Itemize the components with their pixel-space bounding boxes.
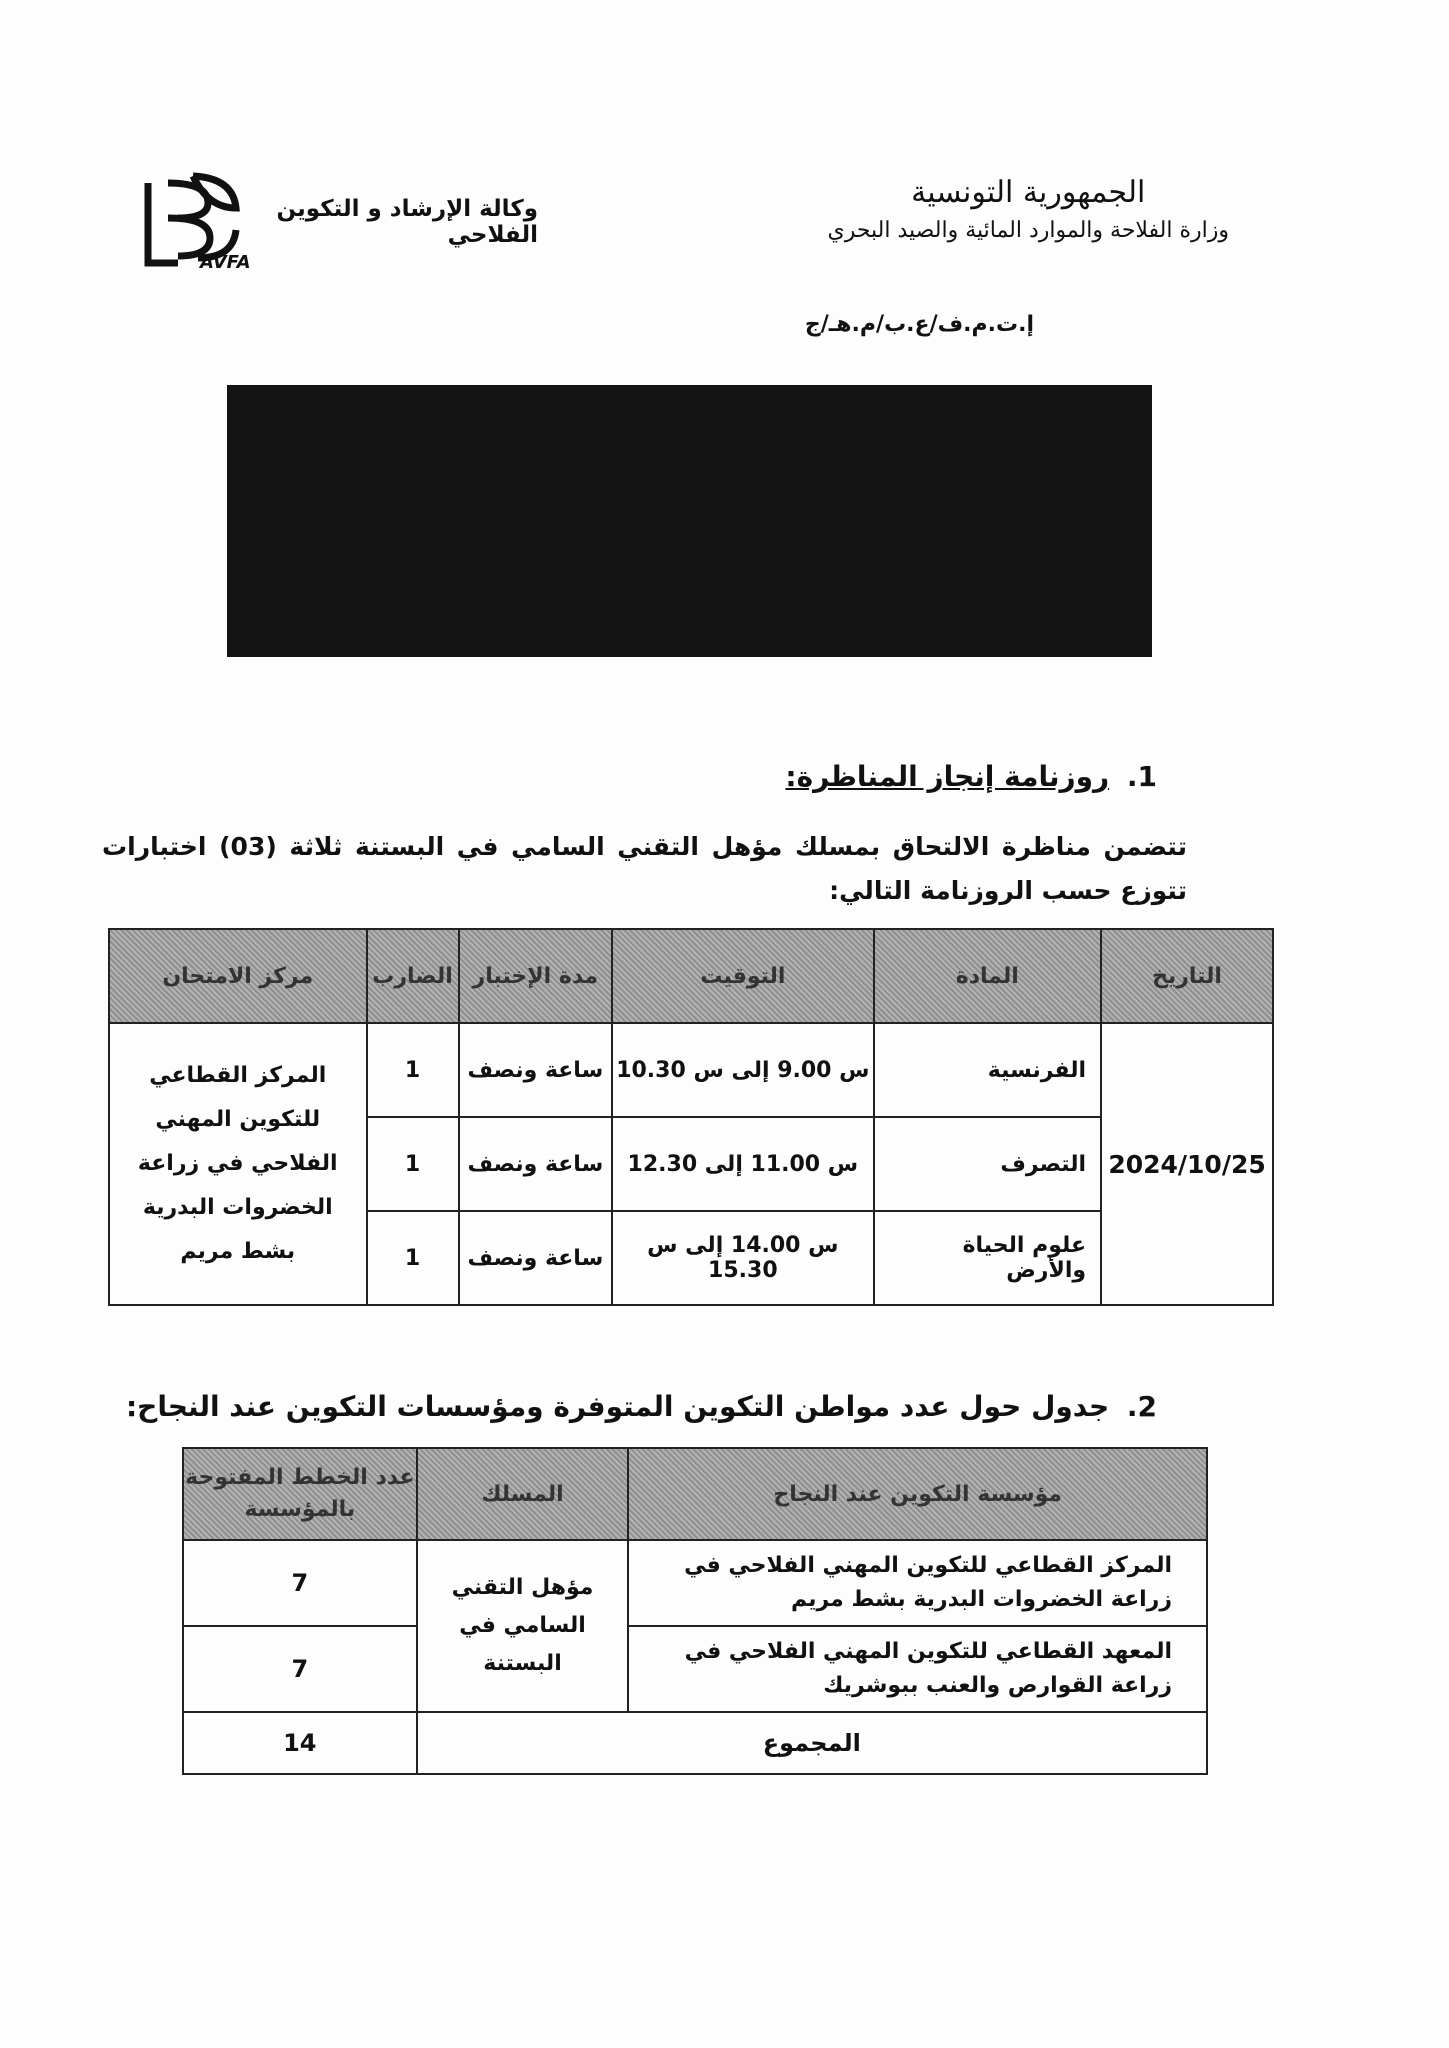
subject-cell: علوم الحياة والأرض xyxy=(874,1211,1102,1305)
subject-cell: الفرنسية xyxy=(874,1023,1102,1117)
reference-code: إ.ت.م.ف/ع.ب/م.هـ/ج xyxy=(804,312,1034,337)
institution-cell: المركز القطاعي للتكوين المهني الفلاحي في زراعة الخضروات البدرية بشط مريم xyxy=(628,1540,1207,1626)
agency-abbr: AVFA xyxy=(200,252,251,273)
section1-title-text: روزنامة إنجاز المناظرة: xyxy=(785,760,1110,793)
total-value: 14 xyxy=(183,1712,417,1774)
total-row xyxy=(183,1712,1207,1774)
exam-center: المركز القطاعي للتكوين المهني الفلاحي في زراعة الخضروات البدرية بشط مريم xyxy=(109,1023,367,1305)
section2-title xyxy=(126,1390,1157,1423)
header-institution: مؤسسة التكوين عند النجاح xyxy=(628,1448,1207,1540)
section1-number: 1. xyxy=(1126,760,1157,793)
time-cell: س 11.00 إلى 12.30 xyxy=(612,1117,873,1211)
table-header-row xyxy=(109,929,1273,1023)
agency-logo xyxy=(138,168,538,278)
section1-title xyxy=(785,760,1157,793)
header-coef: الضارب xyxy=(367,929,459,1023)
table-header-row xyxy=(183,1448,1207,1540)
institution-cell: المعهد القطاعي للتكوين المهني الفلاحي في زراعة القوارص والعنب ببوشريك xyxy=(628,1626,1207,1712)
ministry-name: وزارة الفلاحة والموارد المائية والصيد البحري xyxy=(827,218,1229,243)
training-places-table xyxy=(182,1447,1208,1775)
section2-title-text: جدول حول عدد مواطن التكوين المتوفرة ومؤسسات التكوين عند النجاح: xyxy=(125,1390,1110,1423)
track-cell: مؤهل التقني السامي في البستنة xyxy=(417,1540,629,1712)
duration-cell: ساعة ونصف xyxy=(459,1211,613,1305)
time-cell: س 9.00 إلى س 10.30 xyxy=(612,1023,873,1117)
coef-cell: 1 xyxy=(367,1211,459,1305)
agency-name: وكالة الإرشاد و التكوين الفلاحي xyxy=(276,196,538,248)
subject-cell: التصرف xyxy=(874,1117,1102,1211)
ministry-header xyxy=(827,175,1229,243)
coef-cell: 1 xyxy=(367,1023,459,1117)
section2-number: 2. xyxy=(1126,1390,1157,1423)
header-date: التاريخ xyxy=(1101,929,1273,1023)
total-label: المجموع xyxy=(417,1712,1207,1774)
exam-date: 2024/10/25 xyxy=(1101,1023,1273,1305)
time-cell: س 14.00 إلى س 15.30 xyxy=(612,1211,873,1305)
redacted-title-block xyxy=(227,385,1152,657)
exam-schedule-table xyxy=(108,928,1274,1306)
republic-name: الجمهورية التونسية xyxy=(911,175,1146,210)
header-duration: مدة الإختبار xyxy=(459,929,613,1023)
header-time: التوقيت xyxy=(612,929,873,1023)
duration-cell: ساعة ونصف xyxy=(459,1117,613,1211)
places-cell: 7 xyxy=(183,1540,417,1626)
table-row xyxy=(109,1023,1273,1117)
duration-cell: ساعة ونصف xyxy=(459,1023,613,1117)
section1-paragraph: تتضمن مناظرة الالتحاق بمسلك مؤهل التقني السامي في البستنة ثلاثة (03) اختبارات تتوزع حسب الروزنامة التالي: xyxy=(102,832,1187,905)
places-cell: 7 xyxy=(183,1626,417,1712)
coef-cell: 1 xyxy=(367,1117,459,1211)
header-places: عدد الخطط المفتوحة بالمؤسسة xyxy=(183,1448,417,1540)
header-track: المسلك xyxy=(417,1448,629,1540)
header-center: مركز الامتحان xyxy=(109,929,367,1023)
table-row xyxy=(183,1626,1207,1712)
table-row xyxy=(183,1540,1207,1626)
header-subject: المادة xyxy=(874,929,1102,1023)
